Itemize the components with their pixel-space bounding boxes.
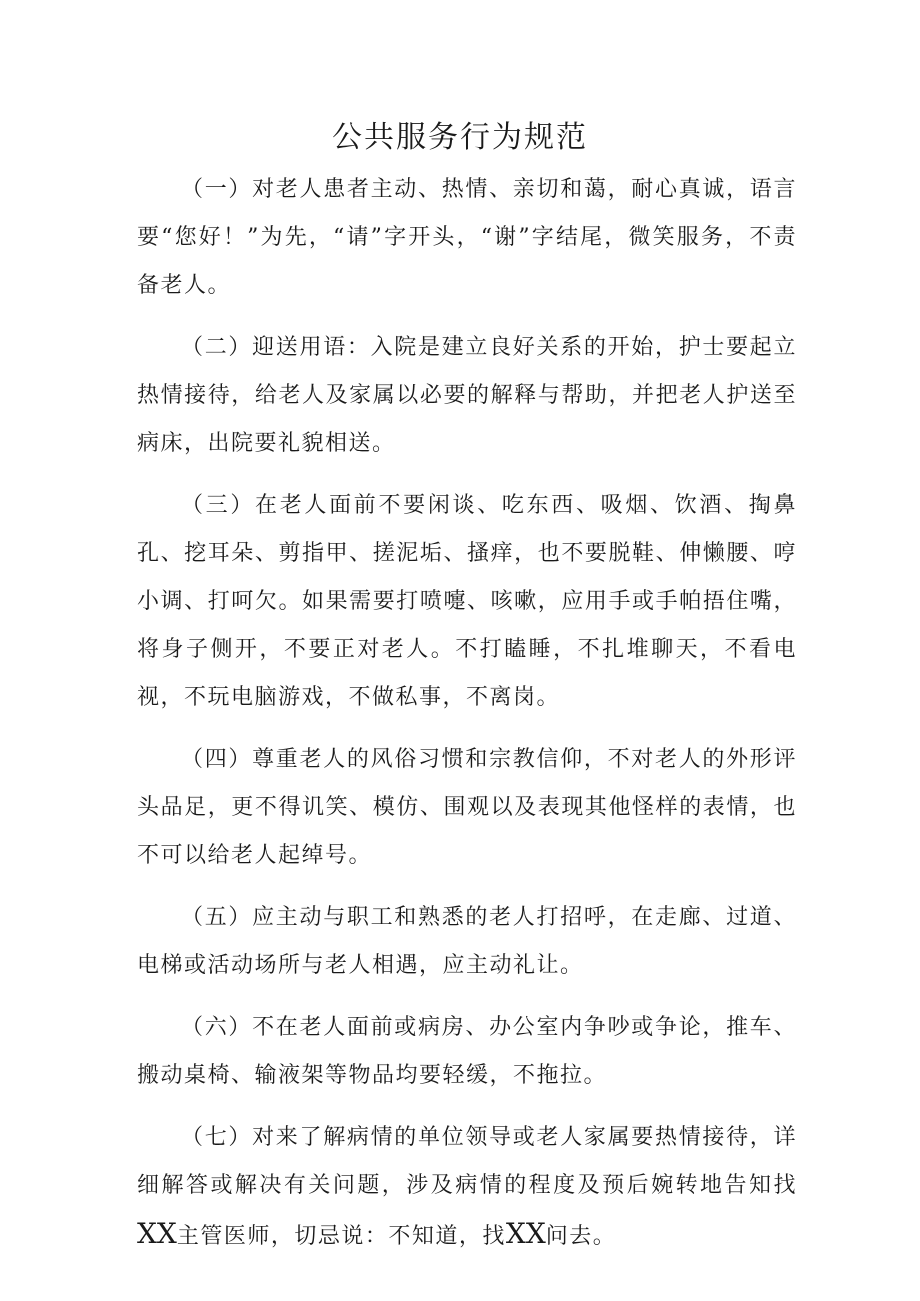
placeholder-xx-2: XX	[505, 1217, 546, 1250]
paragraph-7-part-3: 问去。	[545, 1224, 617, 1249]
placeholder-xx-1: XX	[137, 1217, 177, 1250]
paragraph-5: （五）应主动与职工和熟悉的老人打招呼，在走廊、过道、电梯或活动场所与老人相遇，应主动礼让。	[137, 905, 797, 978]
paragraph-4: （四）尊重老人的风俗习惯和宗教信仰，不对老人的外形评头品足，更不得讥笑、模仿、围观以及表现其他怪样的表情，也不可以给老人起绰号。	[137, 747, 797, 868]
document-body	[137, 166, 797, 1261]
paragraph-6: （六）不在老人面前或病房、办公室内争吵或争论，推车、搬动桌椅、输液架等物品均要轻缓，不拖拉。	[137, 1015, 797, 1088]
paragraph-1: （一）对老人患者主动、热情、亲切和蔼，耐心真诚，语言要“您好！”为先，“请”字开头，“谢”字结尾，微笑服务，不责备老人。	[137, 177, 797, 298]
paragraph-7	[137, 1114, 797, 1261]
paragraph-3: （三）在老人面前不要闲谈、吃东西、吸烟、饮酒、掏鼻孔、挖耳朵、剪指甲、搓泥垢、搔痒，也不要脱鞋、伸懒腰、哼小调、打呵欠。如果需要打喷嚏、咳嗽，应用手或手帕捂住嘴，将身子侧开，不要正对老人。不打瞌睡，不扎堆聊天，不看电视，不玩电脑游戏，不做私事，不离岗。	[137, 493, 797, 710]
paragraph-7-part-2: 主管医师，切忌说：不知道，找	[176, 1224, 506, 1249]
paragraph-7-part-1: （七）对来了解病情的单位领导或老人家属要热情接待，详细解答或解决有关问题，涉及病情的程度及预后婉转地告知找	[137, 1125, 797, 1198]
document-title: 公共服务行为规范	[332, 120, 588, 155]
paragraph-2: （二）迎送用语：入院是建立良好关系的开始，护士要起立热情接待，给老人及家属以必要的解释与帮助，并把老人护送至病床，出院要礼貌相送。	[137, 335, 797, 456]
